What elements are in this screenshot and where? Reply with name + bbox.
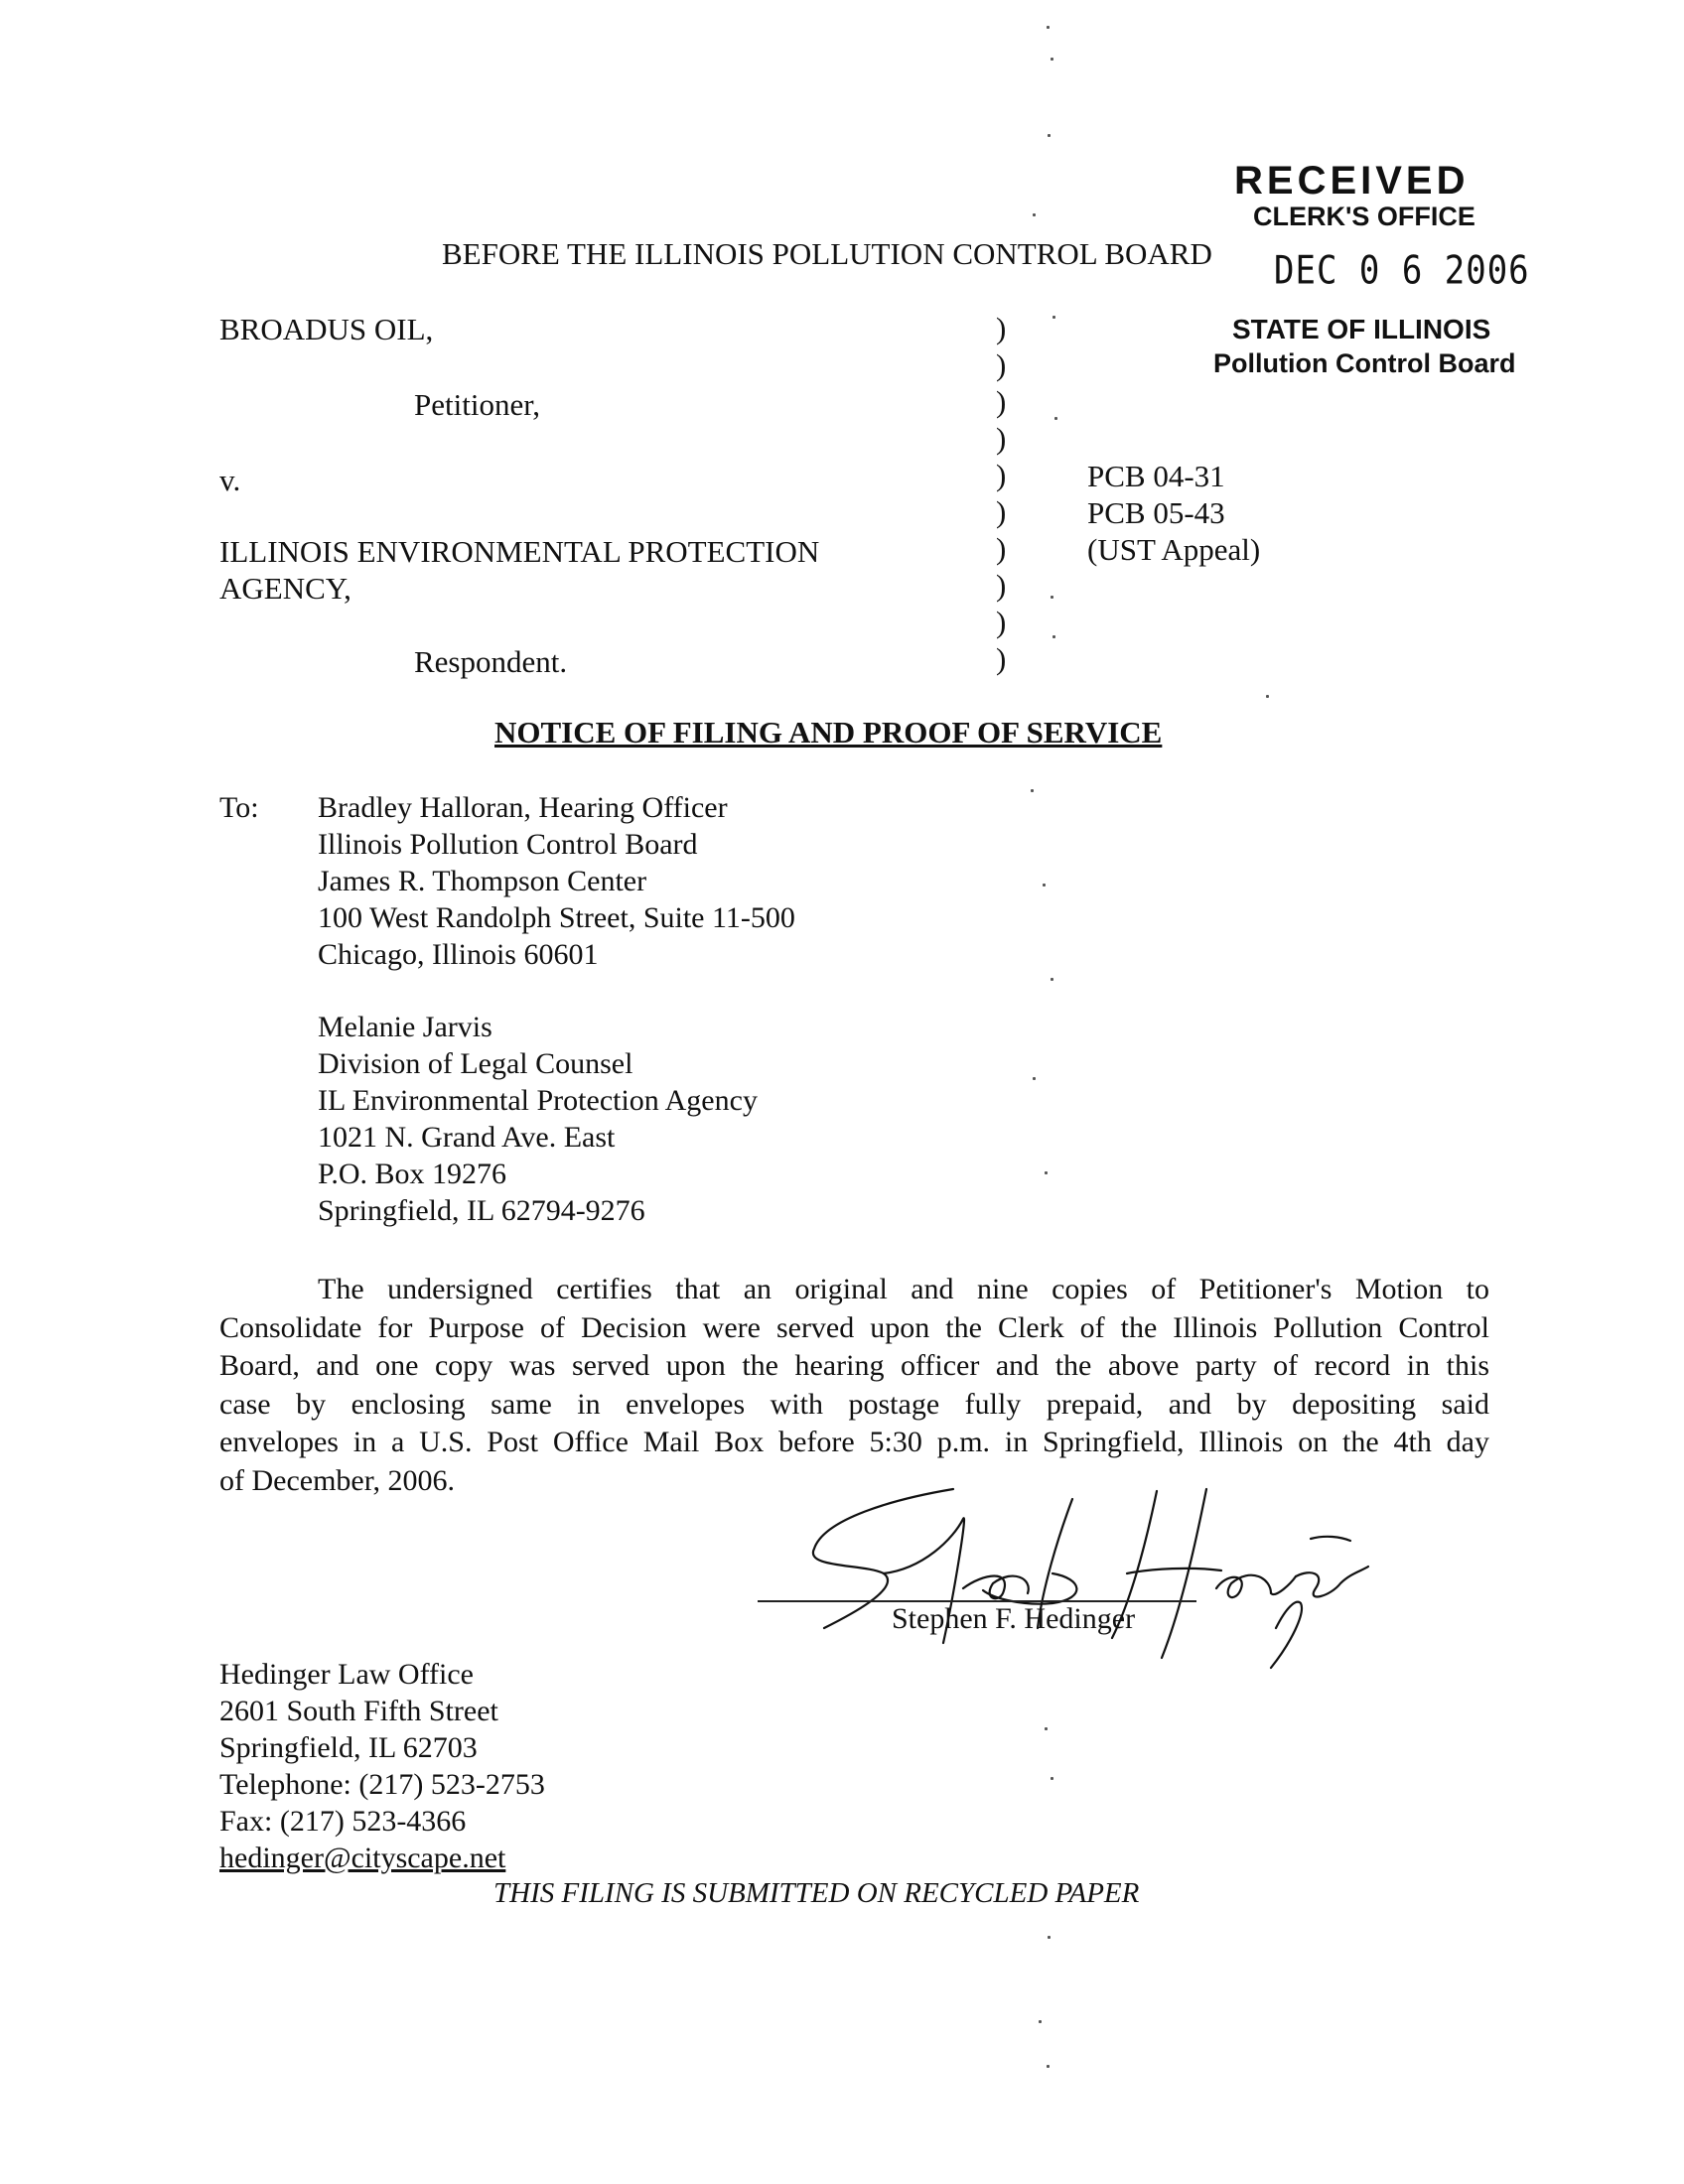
recipient-1-line: Bradley Halloran, Hearing Officer: [318, 791, 728, 824]
case-number-2: PCB 05-43: [1087, 495, 1225, 530]
caption-paren: ): [996, 384, 1007, 419]
recipient-2-line: Division of Legal Counsel: [318, 1047, 633, 1080]
certification-line: envelopes in a U.S. Post Office Mail Box before 5:30 p.m. in Springfield, Illinois on the 4th day: [219, 1426, 1489, 1458]
recipient-2-line: P.O. Box 19276: [318, 1158, 507, 1190]
caption-paren: ): [996, 421, 1007, 456]
recipient-1-line: 100 West Randolph Street, Suite 11-500: [318, 901, 795, 934]
firm-email-link[interactable]: hedinger@cityscape.net: [219, 1842, 506, 1874]
firm-name: Hedinger Law Office: [219, 1658, 474, 1691]
recipient-2-line: 1021 N. Grand Ave. East: [318, 1121, 616, 1154]
document-title: NOTICE OF FILING AND PROOF OF SERVICE: [494, 715, 1163, 750]
caption-paren: ): [996, 311, 1007, 345]
respondent-name-line2: AGENCY,: [219, 571, 351, 606]
signer-name: Stephen F. Hedinger: [892, 1602, 1136, 1635]
caption-paren: ): [996, 347, 1007, 382]
stamp-received: RECEIVED: [1234, 159, 1470, 203]
stamp-date: DEC 0 6 2006: [1274, 248, 1530, 294]
petitioner-role: Petitioner,: [414, 387, 541, 422]
recycled-paper-note: THIS FILING IS SUBMITTED ON RECYCLED PAPER: [493, 1877, 1140, 1909]
case-type: (UST Appeal): [1087, 532, 1261, 567]
certification-paragraph: [219, 1271, 1489, 1500]
versus: v.: [219, 463, 241, 497]
caption-paren: ): [996, 605, 1007, 639]
petitioner-name: BROADUS OIL,: [219, 312, 434, 346]
caption-paren: ): [996, 531, 1007, 566]
recipient-1-line: Illinois Pollution Control Board: [318, 828, 698, 861]
firm-street: 2601 South Fifth Street: [219, 1695, 498, 1727]
case-number-1: PCB 04-31: [1087, 459, 1225, 493]
certification-line: Consolidate for Purpose of Decision were served upon the Clerk of the Illinois Pollution Control: [219, 1310, 1489, 1344]
certification-line: Board, and one copy was served upon the hearing officer and the above party of record in this: [219, 1349, 1489, 1382]
recipient-1-line: James R. Thompson Center: [318, 865, 647, 897]
firm-fax: Fax: (217) 523-4366: [219, 1805, 467, 1838]
certification-line: The undersigned certifies that an original and nine copies of Petitioner's Motion to: [318, 1273, 1489, 1305]
firm-city: Springfield, IL 62703: [219, 1731, 478, 1764]
caption-paren: ): [996, 641, 1007, 676]
recipient-1-line: Chicago, Illinois 60601: [318, 938, 599, 971]
caption-paren: ): [996, 458, 1007, 492]
certification-line: case by enclosing same in envelopes with postage fully prepaid, and by depositing said: [219, 1387, 1489, 1421]
certification-line: of December, 2006.: [219, 1463, 456, 1497]
firm-telephone: Telephone: (217) 523-2753: [219, 1768, 545, 1801]
respondent-name-line1: ILLINOIS ENVIRONMENTAL PROTECTION: [219, 534, 820, 569]
stamp-state: STATE OF ILLINOIS: [1232, 314, 1491, 344]
caption-paren: ): [996, 494, 1007, 529]
recipient-2-line: Melanie Jarvis: [318, 1011, 492, 1043]
recipient-2-line: IL Environmental Protection Agency: [318, 1084, 758, 1117]
respondent-role: Respondent.: [414, 644, 568, 679]
stamp-board: Pollution Control Board: [1213, 348, 1516, 378]
to-label: To:: [219, 791, 259, 824]
handwritten-signature: [755, 1479, 1370, 1678]
court-heading: BEFORE THE ILLINOIS POLLUTION CONTROL BOARD: [442, 236, 1212, 271]
caption-paren: ): [996, 568, 1007, 603]
stamp-clerks-office: CLERK'S OFFICE: [1253, 202, 1475, 231]
recipient-2-line: Springfield, IL 62794-9276: [318, 1194, 645, 1227]
